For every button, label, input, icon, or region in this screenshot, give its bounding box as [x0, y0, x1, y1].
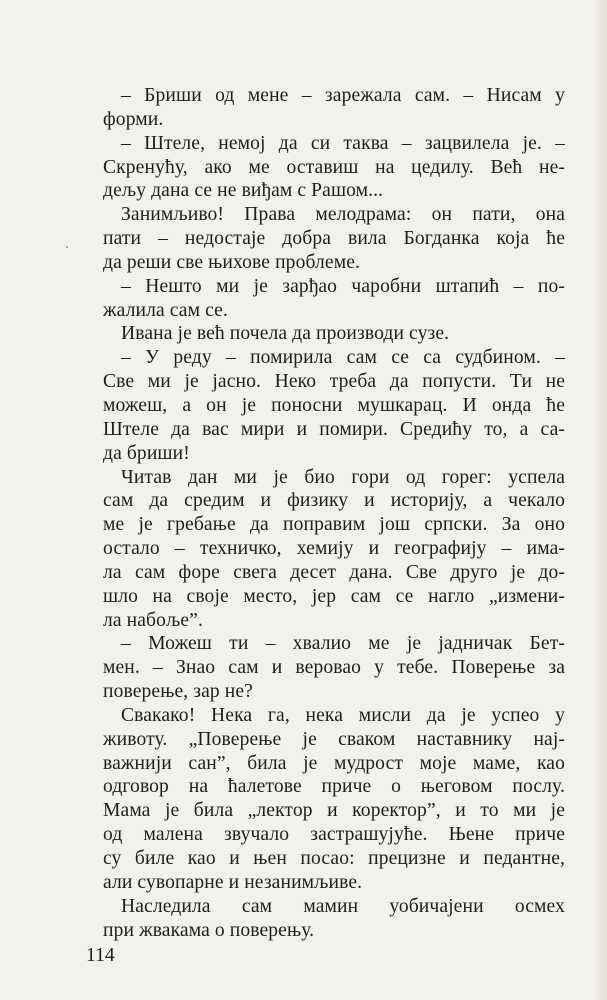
text-line: Мама је била „лектор и коректор”, и то ми је: [103, 800, 565, 822]
text-line: ла набоље”.: [103, 609, 203, 631]
body-text: [103, 84, 565, 942]
text-line: при жвакама о поверењу.: [103, 919, 315, 941]
text-line: су биле као и њен посао: прецизне и педантне,: [103, 848, 565, 869]
text-line: Наследила сам мамин уобичајени осмех: [121, 895, 565, 917]
text-line: ме је гребање да поправим још српски. За оно: [103, 514, 565, 536]
text-line: пати – недостаје добра вила Богданка која ће: [103, 228, 565, 250]
text-line: да бриши!: [103, 442, 190, 464]
text-line: можеш, а он је поносни мушкарац. И онда ће: [103, 394, 565, 416]
text-line: – У реду – помирила сам се са судбином. –: [121, 347, 565, 369]
text-line: шло на своје место, јер сам се нагло „измени-: [103, 585, 565, 607]
page-number: 114: [86, 945, 115, 966]
text-line: остало – техничко, хемију и географију – има-: [103, 538, 565, 560]
text-line: мен. – Знао сам и веровао у тебе. Поверење за: [103, 657, 565, 679]
text-line: Све ми је јасно. Неко треба да попусти. Ти не: [103, 371, 565, 393]
text-line: да реши све њихове проблеме.: [103, 251, 361, 273]
text-line: од малена звучало застрашујуће. Њене приче: [103, 824, 565, 846]
text-line: Штеле да вас мири и помири. Средићу то, а са-: [103, 418, 565, 440]
text-line: важнији сан”, била је мудрост моје маме, као: [103, 752, 565, 774]
text-line: сам да средим и физику и историју, а чекало: [103, 490, 565, 512]
text-line: Свакако! Нека га, нека мисли да је успео у: [121, 704, 565, 726]
text-line: животу. „Поверење је сваком наставнику нај-: [103, 728, 565, 750]
page-edge-shadow: [593, 0, 607, 1000]
text-line: жалила сам се.: [103, 299, 228, 321]
text-line: Скренућу, ако ме оставиш на цедилу. Већ не-: [103, 156, 565, 178]
text-line: форми.: [103, 108, 164, 130]
paper-speck: [66, 246, 68, 248]
text-line: али сувопарне и незанимљиве.: [103, 871, 363, 893]
text-line: дељу дана се не виђам с Рашом...: [103, 180, 384, 202]
text-line: ла сам форе свега десет дана. Све друго је до-: [103, 561, 565, 583]
text-line: поверење, зар не?: [103, 681, 253, 703]
text-line: – Штеле, немој да си таква – зацвилела је. –: [121, 132, 565, 154]
text-line: Читав дан ми је био гори од горег: успела: [121, 466, 565, 488]
text-line: – Бриши од мене – зарежала сам. – Нисам у: [121, 85, 565, 106]
text-line: Занимљиво! Права мелодрама: он пати, она: [121, 204, 565, 226]
text-line: – Можеш ти – хвалио ме је јадничак Бет-: [121, 633, 565, 655]
text-line: Ивана је већ почела да производи сузе.: [121, 323, 450, 345]
text-line: – Нешто ми је зарђао чаробни штапић – по-: [121, 275, 565, 297]
text-line: одговор на ћалетове приче о његовом послу.: [103, 776, 565, 798]
